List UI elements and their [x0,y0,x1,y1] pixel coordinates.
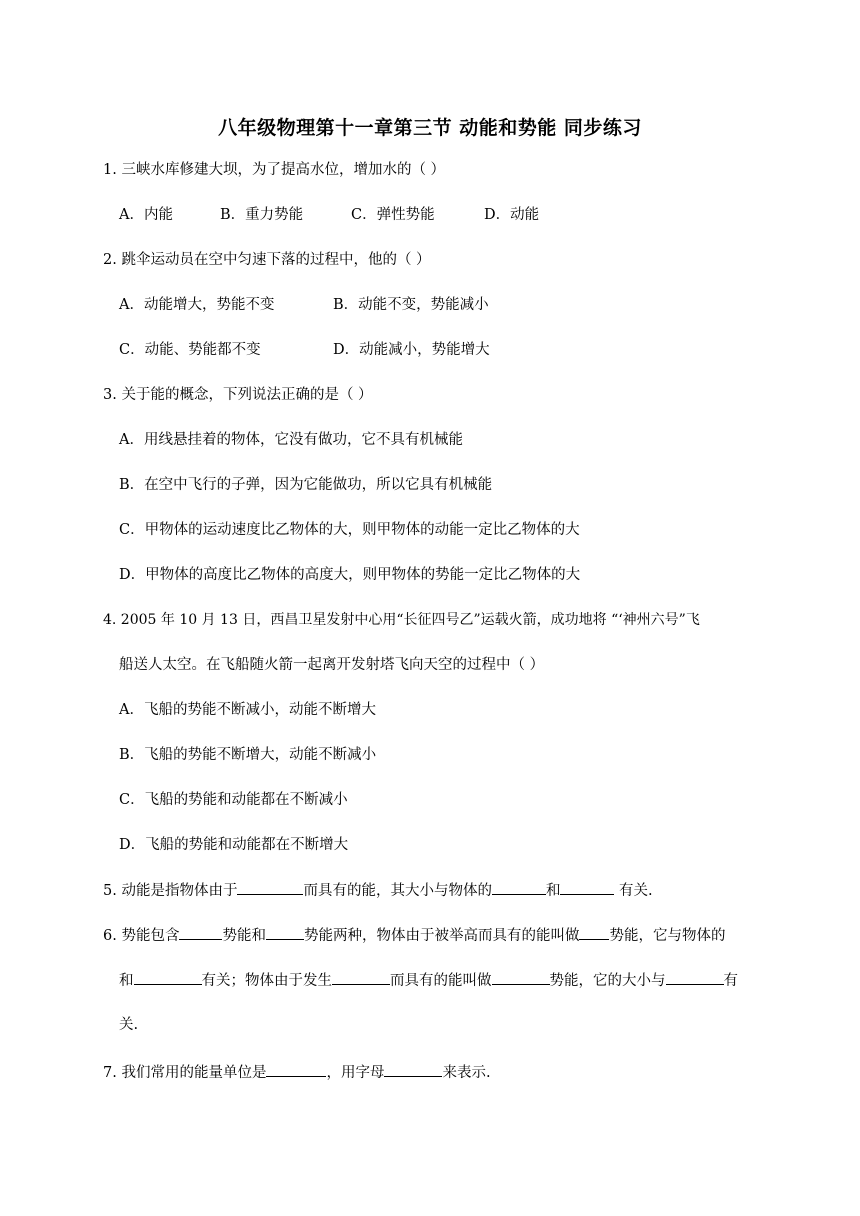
question-3-option-b: B．在空中飞行的子弹，因为它能做功，所以它具有机械能 [119,477,493,493]
answer-blank[interactable] [666,970,724,985]
question-1-option-d: D．动能 [484,207,540,223]
question-7 [103,1062,491,1083]
answer-blank[interactable] [237,880,303,895]
answer-blank[interactable] [492,880,546,895]
question-6-text-4: 势能，它与物体的 [609,928,726,944]
question-6-line-3: 关. [119,1017,139,1033]
question-6-text-3: 势能两种，物体由于被举高而具有的能叫做 [303,928,580,944]
question-5-text-2: 而具有的能，其大小与物体的 [303,883,492,899]
question-4-option-d: D．飞船的势能和动能都在不断增大 [119,837,349,853]
answer-blank[interactable] [332,970,390,985]
answer-blank[interactable] [579,925,609,940]
question-3-stem: 3. 关于能的概念，下列说法正确的是（ ） [103,387,373,403]
question-6-text-1: 6. 势能包含 [103,928,180,944]
question-3-option-a: A．用线悬挂着的物体，它没有做功，它不具有机械能 [119,432,463,448]
answer-blank[interactable] [384,1062,442,1077]
question-5-text-3: 和 [545,883,561,899]
question-6-text-8: 势能，它的大小与 [549,973,666,989]
question-4-stem-line-2: 船送人太空。在飞船随火箭一起离开发射塔飞向天空的过程中（ ） [119,657,545,673]
question-6-line-1 [103,925,725,946]
answer-blank[interactable] [266,925,304,940]
question-2-option-d: D．动能减小，势能增大 [333,342,490,358]
question-1-option-b: B．重力势能 [220,207,304,223]
question-2-option-c: C．动能、势能都不变 [119,342,261,358]
question-6-line-2 [119,970,738,991]
question-2-option-b: B．动能不变，势能减小 [333,297,489,313]
question-6-text-2: 势能和 [222,928,266,944]
answer-blank[interactable] [492,970,550,985]
question-4-option-c: C．飞船的势能和动能都在不断减小 [119,792,348,808]
question-3-option-d: D．甲物体的高度比乙物体的高度大，则甲物体的势能一定比乙物体的大 [119,567,581,583]
answer-blank[interactable] [179,925,222,940]
question-7-text-3: 来表示. [442,1065,491,1081]
question-2-stem: 2. 跳伞运动员在空中匀速下落的过程中，他的（ ） [103,252,431,268]
question-6-text-6: 有关；物体由于发生 [201,973,332,989]
question-1-stem: 1. 三峡水库修建大坝，为了提高水位，增加水的（ ） [103,162,446,178]
question-3-option-c: C．甲物体的运动速度比乙物体的大，则甲物体的动能一定比乙物体的大 [119,522,580,538]
question-2-option-a: A．动能增大，势能不变 [119,297,275,313]
question-6-text-9: 有 [723,973,738,989]
answer-blank[interactable] [134,970,202,985]
question-4-option-a: A．飞船的势能不断减小，动能不断增大 [119,702,376,718]
question-5 [103,880,653,901]
question-4-option-b: B．飞船的势能不断增大，动能不断减小 [119,747,377,763]
answer-blank[interactable] [266,1062,326,1077]
question-6-text-7: 而具有的能叫做 [390,973,492,989]
question-6-text-5: 和 [119,973,134,989]
question-7-text-1: 7. 我们常用的能量单位是 [103,1065,267,1081]
question-1-option-c: C．弹性势能 [351,207,435,223]
question-5-text-4: 有关. [614,883,653,899]
question-7-text-2: ，用字母 [326,1065,385,1081]
question-5-text-1: 5. 动能是指物体由于 [103,883,238,899]
page-title: 八年级物理第十一章第三节 动能和势能 同步练习 [218,117,642,139]
answer-blank[interactable] [560,880,614,895]
question-1-option-a: A．内能 [119,207,173,223]
question-4-stem-line-1: 4. 2005 年 10 月 13 日，西昌卫星发射中心用“长征四号乙”运载火箭，成功地将 “‘神州六号”飞 [103,612,700,628]
